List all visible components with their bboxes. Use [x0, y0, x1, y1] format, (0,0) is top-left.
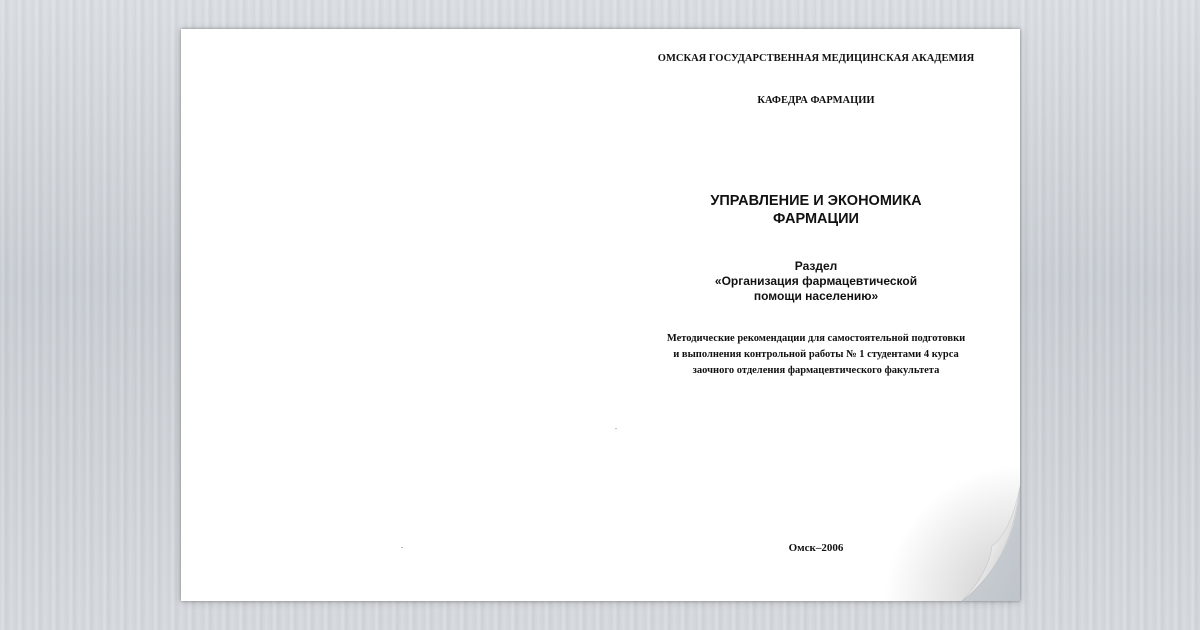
- title-line-1: УПРАВЛЕНИЕ И ЭКОНОМИКА: [710, 193, 922, 209]
- description-line-2: и выполнения контрольной работы № 1 студентами 4 курса: [673, 349, 959, 360]
- document-title: [636, 192, 996, 228]
- scan-speck: [401, 547, 403, 548]
- title-line-2: ФАРМАЦИИ: [773, 211, 859, 227]
- page-curl-shadow: [872, 453, 1020, 601]
- section-line-2: «Организация фармацевтической: [714, 274, 918, 288]
- document-page: [181, 29, 1020, 601]
- description-line-3: заочного отделения фармацевтического факультета: [692, 365, 940, 376]
- city-year: Омск–2006: [788, 542, 844, 554]
- section-heading: [636, 259, 996, 304]
- scan-speck: [615, 428, 617, 429]
- document-description: [636, 331, 996, 379]
- section-line-1: Раздел: [794, 259, 838, 273]
- department-name: КАФЕДРА ФАРМАЦИИ: [757, 95, 875, 106]
- section-line-3: помощи населению»: [753, 289, 879, 303]
- academy-name: ОМСКАЯ ГОСУДАРСТВЕННАЯ МЕДИЦИНСКАЯ АКАДЕМИЯ: [657, 53, 975, 64]
- description-line-1: Методические рекомендации для самостоятельной подготовки: [666, 333, 966, 344]
